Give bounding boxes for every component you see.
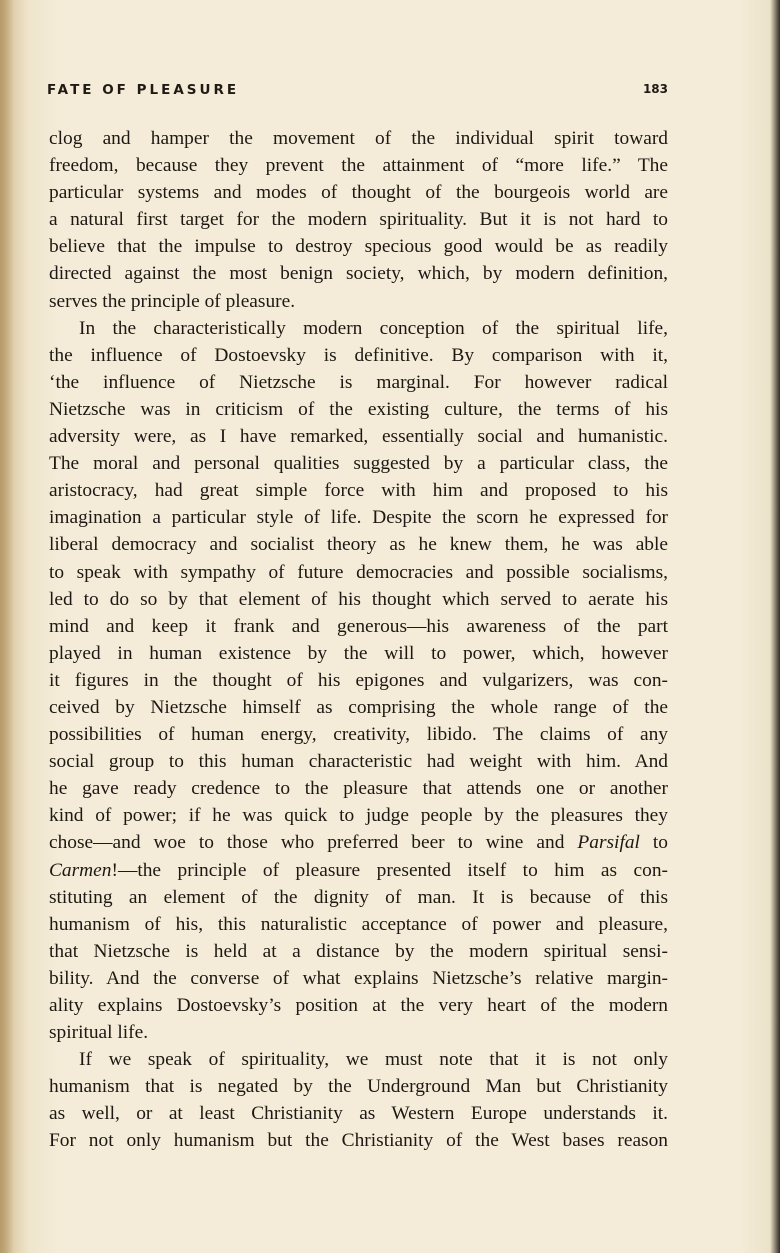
text-line: liberal democracy and socialist theory as he knew them, he was able <box>49 534 668 556</box>
text-run: !—the principle of pleasure presented itself to him as con- <box>111 859 668 881</box>
text-line: In the characteristically modern conception of the spiritual life, <box>79 317 668 339</box>
text-line: ceived by Nietzsche himself as comprising the whole range of the <box>49 696 668 718</box>
text-line: aristocracy, had great simple force with him and proposed to his <box>49 480 668 502</box>
text-line: If we speak of spirituality, we must note that it is not only <box>79 1049 668 1071</box>
italic-title-carmen: Carmen <box>49 859 112 881</box>
page-number: 183 <box>642 82 668 96</box>
text-run: chose—and woe to those who preferred beer to wine and <box>49 832 578 854</box>
text-line: that Nietzsche is held at a distance by the modern spiritual sensi- <box>49 940 668 962</box>
text-line: particular systems and modes of thought of the bourgeois world are <box>49 182 668 204</box>
text-line: believe that the impulse to destroy specious good would be as readily <box>49 236 668 258</box>
page-binding-shadow <box>0 0 14 1253</box>
text-line: possibilities of human energy, creativity, libido. The claims of any <box>49 724 668 746</box>
text-line: led to do so by that element of his thought which served to aerate his <box>49 588 668 610</box>
text-line: bility. And the converse of what explains Nietzsche’s relative margin- <box>49 967 668 989</box>
text-line: clog and hamper the movement of the individual spirit toward <box>49 128 668 149</box>
text-line: social group to this human characteristic had weight with him. And <box>49 751 668 773</box>
text-line: imagination a particular style of life. Despite the scorn he expressed for <box>49 507 668 529</box>
text-line: adversity were, as I have remarked, essentially social and humanistic. <box>49 426 668 448</box>
text-line: The moral and personal qualities suggested by a particular class, the <box>49 453 668 475</box>
text-run: to <box>639 832 669 854</box>
text-line: mind and keep it frank and generous—his awareness of the part <box>49 615 668 637</box>
text-line: to speak with sympathy of future democracies and possible socialisms, <box>49 561 668 583</box>
text-line: kind of power; if he was quick to judge people by the pleasures they <box>49 805 668 827</box>
text-line: For not only humanism but the Christianity of the West bases reason <box>49 1130 668 1152</box>
body-text <box>49 125 668 1155</box>
text-line <box>49 857 668 884</box>
text-line: Nietzsche was in criticism of the existing culture, the terms of his <box>49 398 668 420</box>
text-line: it figures in the thought of his epigones and vulgarizers, was con- <box>49 669 668 691</box>
text-line: the influence of Dostoevsky is definitive. By comparison with it, <box>49 344 668 366</box>
running-title: FATE OF PLEASURE <box>47 82 240 98</box>
text-line: humanism of his, this naturalistic acceptance of power and pleasure, <box>49 913 668 935</box>
text-line <box>49 829 668 856</box>
text-line: he gave ready credence to the pleasure that attends one or another <box>49 778 668 800</box>
text-line: ‘the influence of Nietzsche is marginal. For however radical <box>49 371 668 393</box>
text-line: directed against the most benign society, which, by modern definition, <box>49 263 668 285</box>
text-line: a natural first target for the modern spirituality. But it is not hard to <box>49 209 668 231</box>
text-line: freedom, because they prevent the attainment of “more life.” The <box>49 155 668 177</box>
text-line: serves the principle of pleasure. <box>49 290 296 312</box>
text-line: as well, or at least Christianity as Western Europe understands it. <box>49 1103 668 1125</box>
text-line: stituting an element of the dignity of man. It is because of this <box>49 886 668 908</box>
text-line: humanism that is negated by the Underground Man but Christianity <box>49 1076 668 1098</box>
text-line: spiritual life. <box>49 1022 149 1044</box>
text-line: played in human existence by the will to power, which, however <box>49 642 668 664</box>
italic-title-parsifal: Parsifal <box>577 832 640 854</box>
text-line: ality explains Dostoevsky’s position at the very heart of the modern <box>49 995 668 1016</box>
